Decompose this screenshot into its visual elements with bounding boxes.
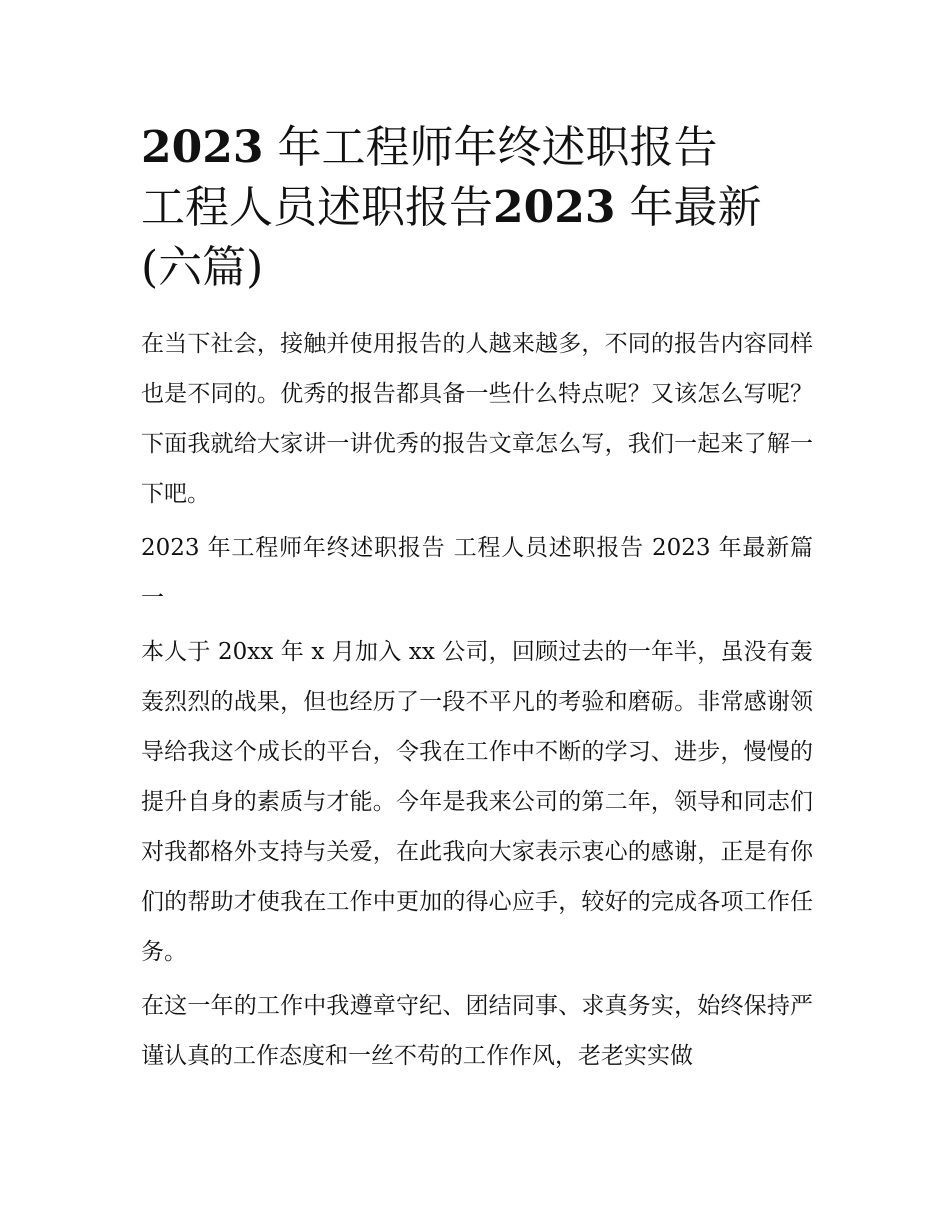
intro-paragraph: 在当下社会，接触并使用报告的人越来越多，不同的报告内容同样也是不同的。优秀的报告都具备一些什么特点呢？又该怎么写呢？下面我就给大家讲一讲优秀的报告文章怎么写，我们一起来了解一下吧。 bbox=[141, 331, 813, 507]
title-year-2: 2023 bbox=[493, 182, 616, 233]
title-text-1: 年工程师年终述职报告 bbox=[277, 122, 718, 173]
title-text-3: 年最新(六篇) bbox=[141, 182, 762, 293]
section-heading: 2023 年工程师年终述职报告 工程人员述职报告 2023 年最新篇一 bbox=[141, 535, 813, 611]
body-paragraph-2: 在这一年的工作中我遵章守纪、团结同事、求真务实，始终保持严谨认真的工作态度和一丝不苟的工作作风，老老实实做 bbox=[141, 993, 813, 1069]
body-paragraph-1: 本人于 20xx 年 x 月加入 xx 公司，回顾过去的一年半，虽没有轰轰烈烈的战果，但也经历了一段不平凡的考验和磨砺。非常感谢领导给我这个成长的平台，令我在工作中不断的学习、进步，慢慢的提升自身的素质与才能。今年是我来公司的第二年，领导和同志们对我都格外支持与关爱，在此我向大家表示衷心的感谢，正是有你们的帮助才使我在工作中更加的得心应手，较好的完成各项工作任务。 bbox=[141, 639, 813, 965]
title-text-2: 工程人员述职报告 bbox=[141, 182, 493, 233]
document-title bbox=[141, 118, 813, 298]
title-year-1: 2023 bbox=[141, 122, 264, 173]
document-content bbox=[141, 118, 813, 1081]
